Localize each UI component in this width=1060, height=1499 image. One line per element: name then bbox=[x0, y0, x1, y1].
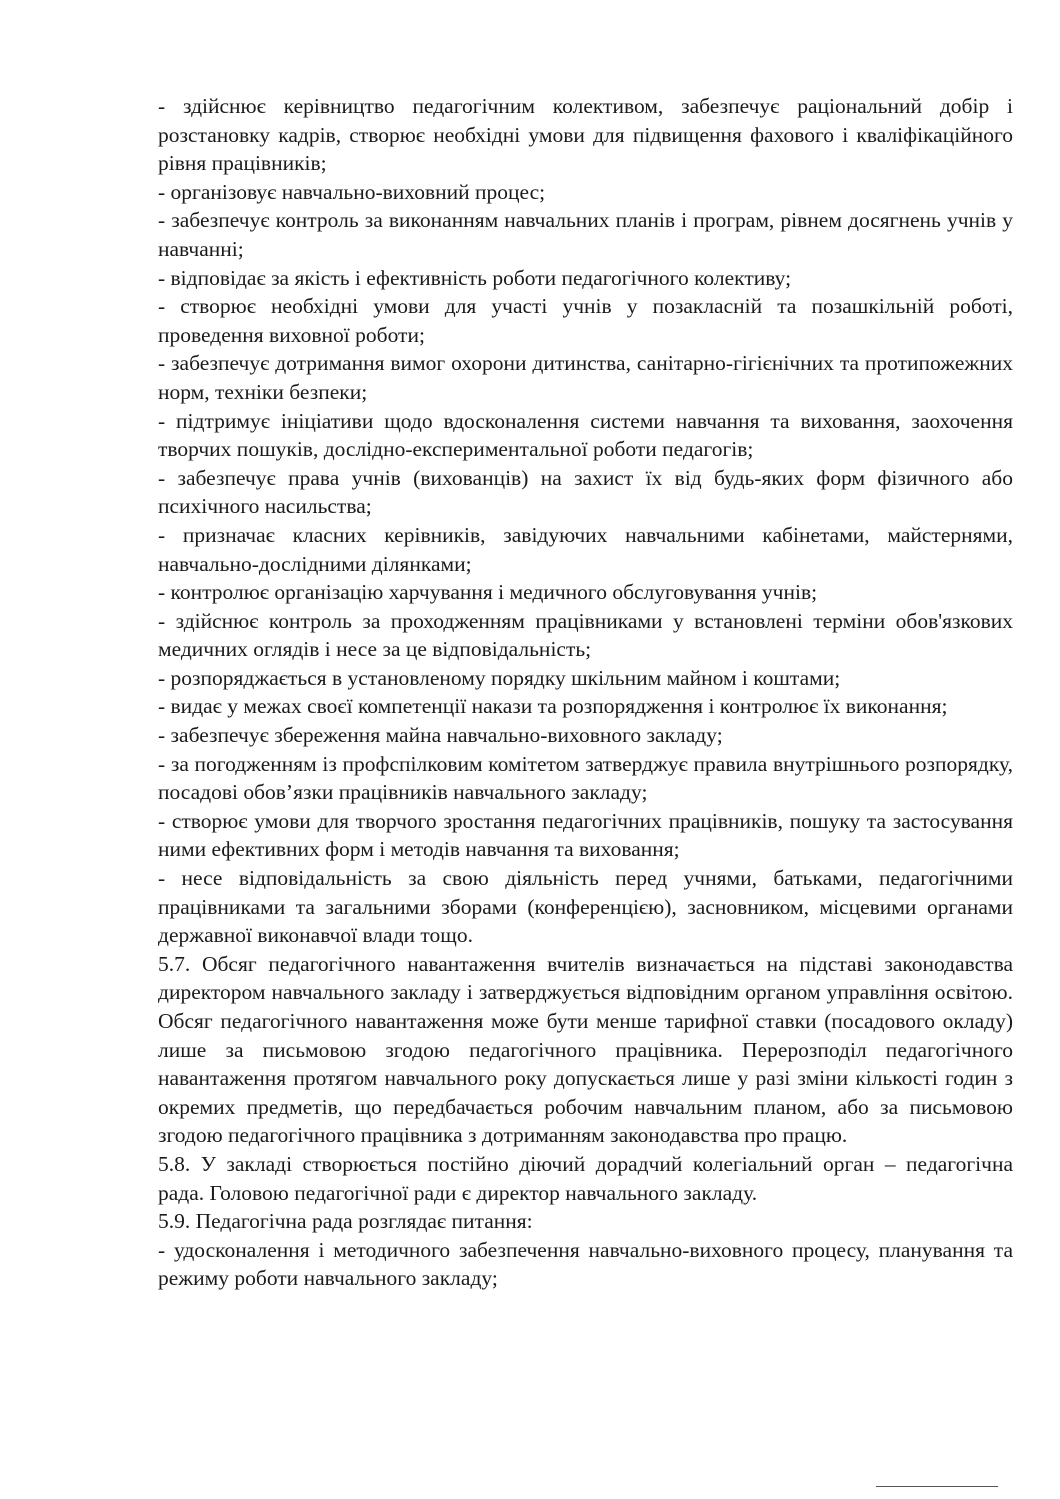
paragraph: 5.8. У закладі створюється постійно діючий дорадчий колегіальний орган – педагогічна рада. Головою педагогічної ради є директор навчального закладу. bbox=[158, 1151, 1013, 1205]
paragraph: - організовує навчально-виховний процес; bbox=[158, 179, 546, 204]
paragraph: - підтримує ініціативи щодо вдосконалення системи навчання та виховання, заохочення творчих пошуків, дослідно-експериментальної роботи педагогів; bbox=[158, 408, 1013, 462]
paragraph: - забезпечує дотримання вимог охорони дитинства, санітарно-гігієнічних та протипожежних норм, техніки безпеки; bbox=[158, 351, 1013, 404]
paragraph: - несе відповідальність за свою діяльність перед учнями, батьками, педагогічними працівниками та загальними зборами (конференцією), засновником, місцевими органами державної виконавчої влади тощо. bbox=[158, 866, 1013, 948]
paragraph: - забезпечує збереження майна навчально-виховного закладу; bbox=[158, 723, 723, 748]
paragraph: - здійснює керівництво педагогічним колективом, забезпечує раціональний добір і розстановку кадрів, створює необхідні умови для підвищення фахового і кваліфікаційного рівня працівників; bbox=[158, 94, 1013, 176]
paragraph: - призначає класних керівників, завідуючих навчальними кабінетами, майстернями, навчально-дослідними ділянками; bbox=[158, 522, 1013, 576]
paragraph: - удосконалення і методичного забезпечення навчально-виховного процесу, планування та режиму роботи навчального закладу; bbox=[158, 1237, 1013, 1291]
paragraph: - за погодженням із профспілковим комітетом затверджує правила внутрішнього розпорядку, посадові обов’язки працівників навчального закладу; bbox=[158, 751, 1013, 805]
paragraph: - здійснює контроль за проходженням працівниками у встановлені терміни обов'язкових медичних оглядів і несе за це відповідальність; bbox=[158, 608, 1013, 662]
paragraph: - забезпечує права учнів (вихованців) на захист їх від будь-яких форм фізичного або психічного насильства; bbox=[158, 465, 1013, 519]
footer-divider bbox=[876, 1486, 998, 1487]
paragraph: - відповідає за якість і ефективність роботи педагогічного колективу; bbox=[158, 265, 792, 290]
paragraph: 5.9. Педагогічна рада розглядає питання: bbox=[158, 1209, 533, 1234]
paragraph: - видає у межах своєї компетенції накази та розпорядження і контролює їх виконання; bbox=[158, 694, 948, 719]
paragraph: - створює необхідні умови для участі учнів у позакласній та позашкільній роботі, проведення виховної роботи; bbox=[158, 294, 1013, 347]
paragraph: - розпоряджається в установленому порядку шкільним майном і коштами; bbox=[158, 665, 841, 690]
paragraph: - контролює організацію харчування і медичного обслуговування учнів; bbox=[158, 580, 818, 605]
paragraph: - створює умови для творчого зростання педагогічних працівників, пошуку та застосування ними ефективних форм і методів навчання та виховання; bbox=[158, 808, 1013, 862]
document-body bbox=[158, 92, 1013, 1293]
paragraph: 5.7. Обсяг педагогічного навантаження вчителів визначається на підставі законодавства директором навчального закладу і затверджується відповідним органом управління освітою. Обсяг педагогічного навантаження може бути менше тарифної ставки (посадового окладу) лише за письмовою згодою педагогічного працівника. Перерозподіл педагогічного навантаження протягом навчального року допускається лише у разі зміни кількості годин з окремих предметів, що передбачається робочим навчальним планом, або за письмовою згодою педагогічного працівника з дотриманням законодавства про працю. bbox=[158, 951, 1013, 1148]
paragraph: - забезпечує контроль за виконанням навчальних планів і програм, рівнем досягнень учнів у навчанні; bbox=[158, 208, 1013, 261]
